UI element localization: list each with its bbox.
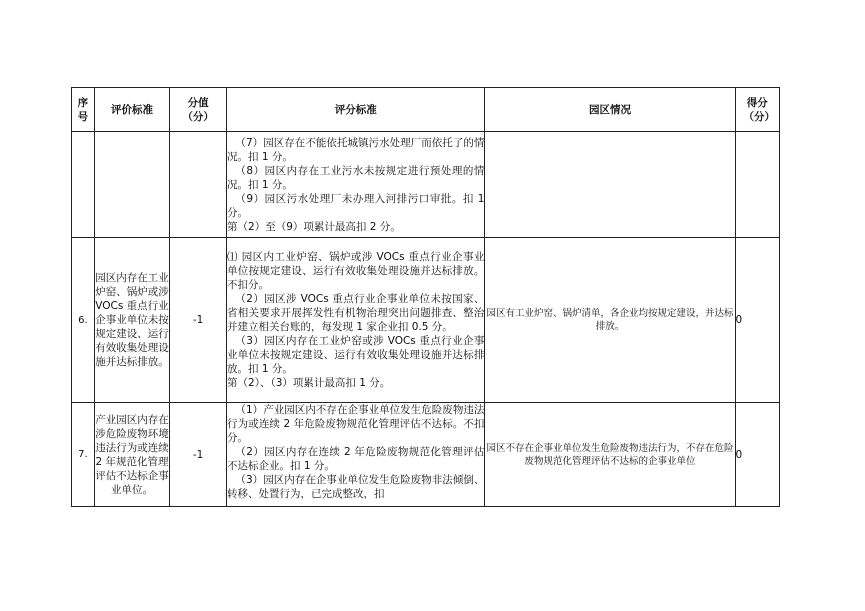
cell-standard [227,403,485,507]
standard-item: （2）园区涉 VOCs 重点行业企事业单位未按国家、省相关要求开展挥发性有机物治理突出问题排查、整治并建立相关台账的，每发现 1 家企业扣 0.5 分。 [227,293,485,333]
cell-park [485,132,735,238]
cell-no [72,132,95,238]
cell-score [170,132,227,238]
header-park: 园区情况 [485,88,735,132]
cell-park: 园区不存在企事业单位发生危险废物违法行为，不存在危险废物规范化管理评估不达标的企事业单位 [485,403,735,507]
table-row-6 [72,238,780,403]
cell-score: -1 [170,403,227,507]
standard-item: （8）园区内存在工业污水未按规定进行预处理的情况。扣 1 分。 [227,164,485,191]
cell-standard [227,132,485,238]
cell-no: 7. [72,403,95,507]
table-row-7 [72,403,780,507]
cell-criterion: 产业园区内存在涉危险废物环境违法行为或连续 2 年规范化管理评估不达标企事业单位。 [94,403,169,507]
cell-obtained: 0 [735,403,779,507]
table-row-continued [72,132,780,238]
header-score: 分值（分） [170,88,227,132]
header-row [72,88,780,132]
header-criterion: 评价标准 [94,88,169,132]
cell-no: 6. [72,238,95,403]
evaluation-table-main [71,87,780,507]
header-obtained: 得分（分） [735,88,779,132]
cell-criterion: 园区内存在工业炉窑、锅炉或涉 VOCs 重点行业企事业单位未按规定建设、运行有效收集处理设施并达标排放。 [94,238,169,403]
standard-item: （2）园区内存在连续 2 年危险废物规范化管理评估不达标企业。扣 1 分。 [227,446,485,472]
header-no: 序号 [72,88,95,132]
standard-item: （3）园区内存在工业炉窑或涉 VOCs 重点行业企事业单位未按规定建设、运行有效收集处理设施并达标排放。扣 1 分。 [227,335,485,375]
standard-item: （1）产业园区内不存在企事业单位发生危险废物违法行为或连续 2 年危险废物规范化管理评估不达标。不扣分。 [227,404,485,444]
header-standard: 评分标准 [227,88,485,132]
standard-item: （3）园区内存在企事业单位发生危险废物非法倾倒、转移、处置行为，已完成整改，扣 [227,474,485,500]
standard-item: （7）园区存在不能依托城镇污水处理厂而依托了的情况。扣 1 分。 [227,136,485,163]
cell-criterion [94,132,169,238]
standard-item: 第（2）、（3）项累计最高扣 1 分。 [227,377,391,389]
cell-park: 园区有工业炉窑、锅炉清单，各企业均按规定建设，并达标排放。 [485,238,735,403]
standard-item: 第（2）至（9）项累计最高扣 2 分。 [227,220,401,233]
cell-score: -1 [170,238,227,403]
cell-obtained: 0 [735,238,779,403]
cell-obtained [735,132,779,238]
standard-item: ⑴ 园区内工业炉窑、锅炉或涉 VOCs 重点行业企事业单位按规定建设、运行有效收集处理设施并达标排放。不扣分。 [227,251,485,291]
cell-standard [227,238,485,403]
standard-item: （9）园区污水处理厂未办理入河排污口审批。扣 1 分。 [227,192,485,219]
